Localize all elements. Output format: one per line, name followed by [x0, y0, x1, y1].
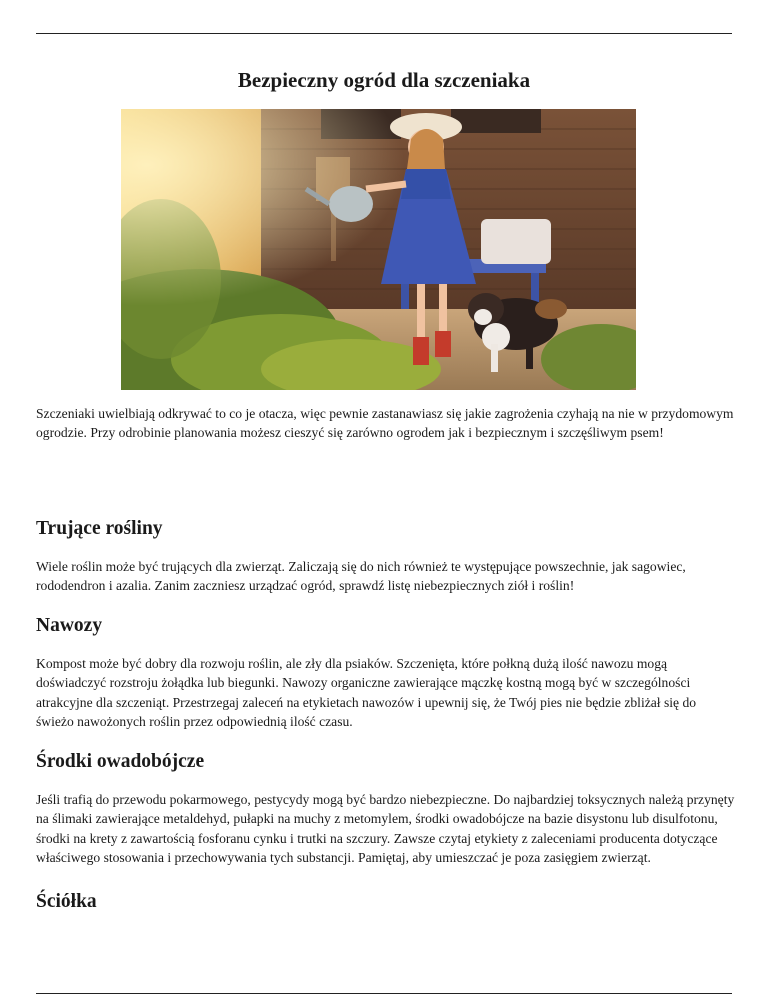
section-paragraph: Kompost może być dobry dla rozwoju roślin, ale zły dla psiaków. Szczenięta, które połkną dużą ilość nawozu mogą doświadczyć rozstroju żołądka lub biegunki. Nawozy organiczne zawierające mączkę kostną mogą być w szczególności atrakcyjne dla szczeniąt. Przestrzegaj zaleceń na etykietach nawozów i upewnij się, że Twój pies nie będzie zbliżał się do świeżo nawożonych roślin przez odpowiednią ilość czasu. [36, 656, 697, 730]
section-heading: Trujące rośliny [36, 518, 163, 539]
section-paragraph: Wiele roślin może być trujących dla zwierząt. Zaliczają się do nich również te występujące powszechnie, jak sagowiec, rododendron i azalia. Zanim zaczniesz urządzać ogród, sprawdź listę niebezpiecznych ziół i roślin! [36, 559, 686, 594]
section-heading: Ściółka [36, 891, 97, 912]
section-heading: Nawozy [36, 615, 103, 636]
article-photo [121, 109, 636, 390]
section-paragraph: Jeśli trafią do przewodu pokarmowego, pestycydy mogą być bardzo niebezpieczne. Do najbardziej toksycznych należą przynęty na ślimaki zawierające metaldehyd, pułapki na muchy z metomylem, środki owadobójcze na bazie disystonu lub disulfotonu, środki na krety z zawartością fosforanu cynku i trutki na szczury. Zawsze czytaj etykiety z zaleceniami producenta dotyczące właściwego stosowania i przechowywania tych substancji. Pamiętaj, aby umieszczać je poza zasięgiem zwierząt. [36, 792, 735, 866]
page-top-rule [36, 33, 732, 34]
page-title: Bezpieczny ogród dla szczeniaka [237, 68, 531, 92]
section-heading: Środki owadobójcze [36, 751, 205, 772]
intro-paragraph: Szczeniaki uwielbiają odkrywać to co je otacza, więc pewnie zastanawiasz się jakie zagrożenia czyhają na nie w przydomowym ogrodzie. Przy odrobinie planowania możesz cieszyć się zarówno ogrodem jak i bezpiecznym i szczęśliwym psem! [36, 406, 734, 441]
